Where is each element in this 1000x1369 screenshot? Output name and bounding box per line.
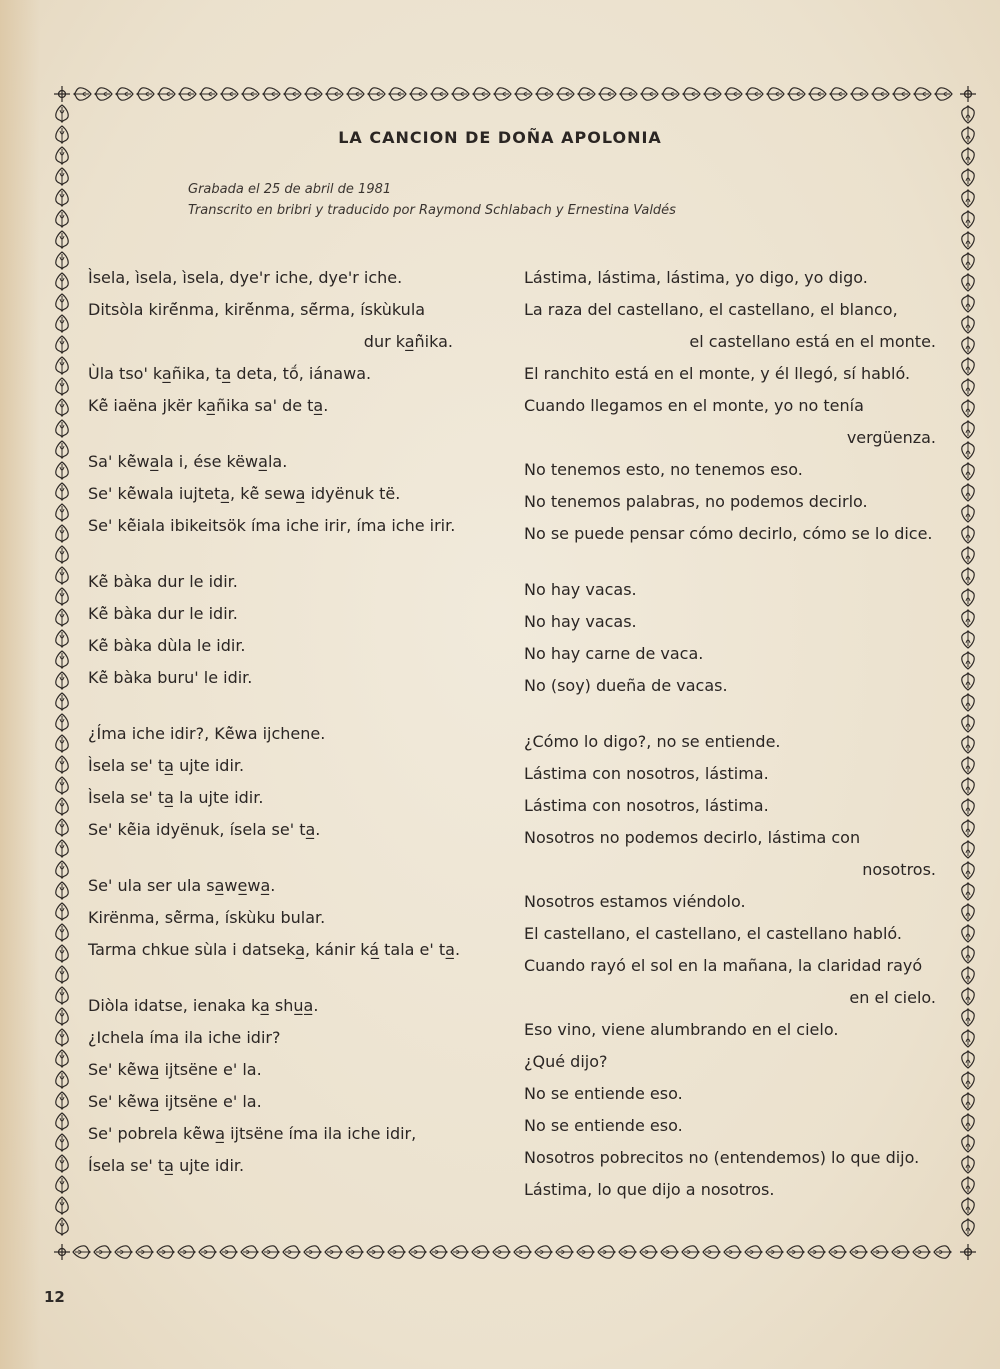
spanish-verse-line: Lástima con nosotros, lástima. [524, 796, 769, 815]
spanish-verse-line: No (soy) dueña de vacas. [524, 676, 728, 695]
stanza-gap [88, 846, 498, 870]
bribri-verse-line: ¿Íma iche idir?, Kẽ̀wa ijchene. [88, 724, 326, 743]
bribri-verse-line: Ùla tso' ka̲ñika, ta̲ deta, tṍ, iánawa. [88, 364, 372, 383]
spanish-verse-line: Lástima, lo que dijo a nosotros. [524, 1180, 775, 1199]
bribri-verse-line: Kẽ̀ bàka dùla le idir. [88, 636, 246, 655]
page-title: LA CANCION DE DOÑA APOLONIA [338, 128, 662, 147]
bribri-verse-line: Ísela se' ta̲ ujte idir. [88, 1156, 245, 1175]
spanish-verse-line: No se puede pensar cómo decirlo, cómo se lo dice. [524, 524, 933, 543]
spanish-verse-line: el castellano está en el monte. [689, 332, 936, 351]
spanish-verse-line: Lástima, lástima, lástima, yo digo, yo digo. [524, 268, 868, 287]
spanish-verse-line: La raza del castellano, el castellano, el blanco, [524, 300, 898, 319]
spanish-verse-line: Cuando rayó el sol en la mañana, la claridad rayó [524, 956, 923, 975]
stanza-gap [88, 422, 498, 446]
spanish-verse-line: Cuando llegamos en el monte, yo no tenía [524, 396, 864, 415]
spanish-column [524, 262, 944, 1206]
stanza-gap [88, 542, 498, 566]
bribri-verse-line: dur ka̲ñ̀ika. [363, 332, 453, 351]
spanish-verse-line: El ranchito está en el monte, y él llegó, sí habló. [524, 364, 911, 383]
transcription-credit: Transcrito en bribri y traducido por Raymond Schlabach y Ernestina Valdés [188, 203, 676, 218]
bribri-verse-line: Se' kẽ̀wala iujteta̲, kẽ̀ sewa̲ idyënuk të. [88, 484, 401, 503]
bribri-verse-line: Ìsela se' ta̲ la ujte idir. [88, 788, 264, 807]
bribri-verse-line: Diòla idatse, ienaka ka̲ shu̲a̲. [88, 996, 319, 1015]
bribri-verse-line: Kẽ̀ bàka dur le idir. [88, 604, 238, 623]
spanish-verse-line: Nosotros pobrecitos no (entendemos) lo que dijo. [524, 1148, 920, 1167]
spanish-verse-line: en el cielo. [849, 988, 936, 1007]
bribri-verse-line: Tarma chkue sùla i datseka̲, kánir ká̲ tala e' ta̲. [88, 940, 461, 959]
stanza-gap [88, 694, 498, 718]
spanish-verse-line: No hay vacas. [524, 580, 637, 599]
spanish-verse-line: No se entiende eso. [524, 1116, 683, 1135]
spanish-verse-line: Lástima con nosotros, lástima. [524, 764, 769, 783]
bribri-verse-line: Se' kẽ̀iala ibikeitsök íma iche irir, íma iche irir. [88, 516, 456, 535]
spanish-verse-line: nosotros. [862, 860, 936, 879]
spanish-verse-line: ¿Cómo lo digo?, no se entiende. [524, 732, 781, 751]
bribri-verse-line: Se' kẽ̀wa̲ ijtsëne e' la. [88, 1060, 262, 1079]
bribri-verse-line: Se' kẽ̀ia idyënuk, ísela se' ta̲. [88, 820, 321, 839]
spanish-verse-line: No tenemos palabras, no podemos decirlo. [524, 492, 868, 511]
stanza-gap [524, 702, 944, 726]
bribri-verse-line: Ìsela, ìsela, ìsela, dye'r iche, dye'r iche. [88, 268, 403, 287]
bribri-verse-line: Se' pobrela kẽ̀wa̲ ijtsëne íma ila iche idir, [88, 1124, 417, 1143]
bribri-verse-line: ¿Ichela íma ila iche idir? [88, 1028, 281, 1047]
spanish-verse-line: El castellano, el castellano, el castellano habló. [524, 924, 902, 943]
bribri-verse-line: Sa' kẽ̀wa̲la i, ése këwa̲la. [88, 452, 288, 471]
spanish-verse-line: Nosotros no podemos decirlo, lástima con [524, 828, 861, 847]
bribri-column [88, 262, 498, 1182]
spanish-verse-line: No se entiende eso. [524, 1084, 683, 1103]
spanish-verse-line: ¿Qué dijo? [524, 1052, 608, 1071]
bribri-verse-line: Se' ula ser ula sa̲we̲wa̲. [88, 876, 276, 895]
spanish-verse-line: Eso vino, viene alumbrando en el cielo. [524, 1020, 839, 1039]
bribri-verse-line: Se' kẽ̀wa̲ ijtsëne e' la. [88, 1092, 262, 1111]
spanish-verse-line: No hay vacas. [524, 612, 637, 631]
stanza-gap [524, 550, 944, 574]
recording-date: Grabada el 25 de abril de 1981 [188, 182, 392, 197]
stanza-gap [88, 966, 498, 990]
bribri-verse-line: Kẽ̀ bàka dur le idir. [88, 572, 238, 591]
bribri-verse-line: Kirënma, sẽ̀rma, ískùku bular. [88, 908, 326, 927]
spanish-verse-line: No hay carne de vaca. [524, 644, 704, 663]
spanish-verse-line: Nosotros estamos viéndolo. [524, 892, 746, 911]
spanish-verse-line: No tenemos esto, no tenemos eso. [524, 460, 803, 479]
bribri-verse-line: Ditsòla kirẽ́nma, kirẽ́nma, sẽ́rma, ískùkula [88, 300, 426, 319]
bribri-verse-line: Ìsela se' ta̲ ujte idir. [88, 756, 245, 775]
bribri-verse-line: Kẽ̀ bàka buru' le idir. [88, 668, 253, 687]
page-number: 12 [44, 1288, 65, 1306]
spanish-verse-line: vergüenza. [846, 428, 936, 447]
bribri-verse-line: Kẽ̀ iaëna jkër ka̲ñika sa' de ta̲. [88, 396, 329, 415]
